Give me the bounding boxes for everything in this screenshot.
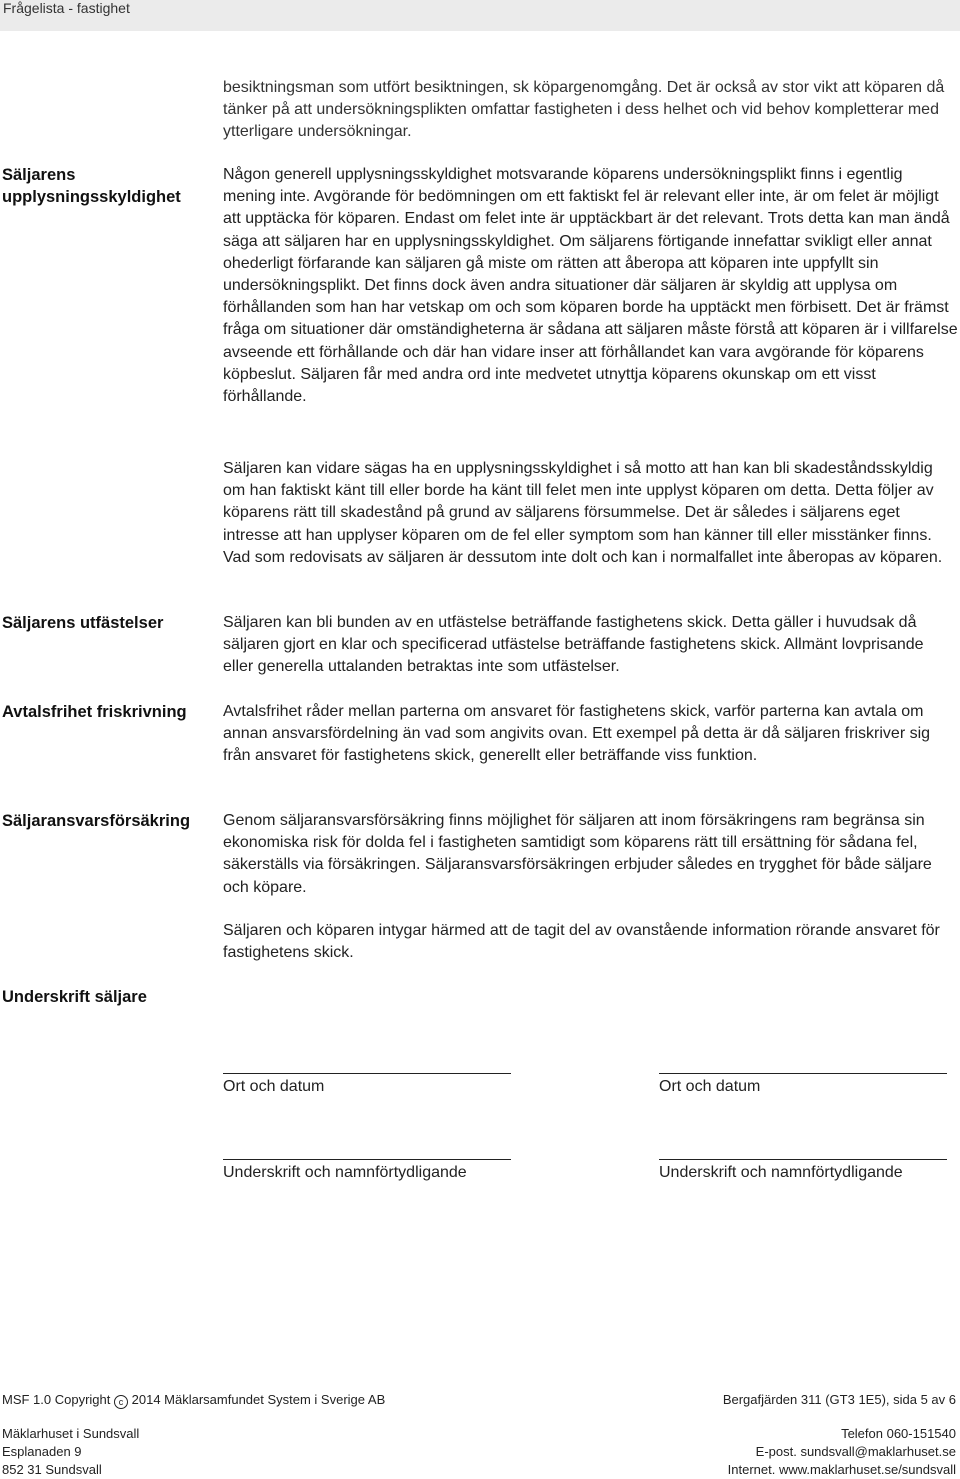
- section-heading-avtalsfrihet: Avtalsfrihet friskrivning: [2, 703, 187, 721]
- paragraph-utfastelser: Säljaren kan bli bunden av en utfästelse beträffande fastighetens skick. Detta gäller i huvudsak då säljaren gjort en klar och specificerad utfästelse beträffande fastighetens skick. Allmänt lovprisande eller generella uttalanden betraktas inte som utfästelser.: [223, 614, 924, 676]
- date-label-left: Ort och datum: [223, 1078, 325, 1095]
- section-heading-upplysning: Säljarens upplysningsskyldighet: [2, 166, 181, 206]
- footer-street: Esplanaden 9: [2, 1444, 82, 1459]
- paragraph-closing: Säljaren och köparen intygar härmed att de tagit del av ovanstående information rörande ansvaret för fastighetens skick.: [223, 922, 940, 962]
- paragraph-upplysning-2: Säljaren kan vidare sägas ha en upplysningsskyldighet i så motto att han kan bli skadeståndsskyldig om han faktiskt känt till eller borde ha känt till felet men inte upplyst köparen om detta. Detta följer av köparens rätt till skadestånd på grund av säljarens försummelse. Det är således i säljarens eget intresse att han upplyser köparen om de fel eller symptom som han känner till eller misstänker finns. Vad som redovisats av säljaren är dessutom inte dolt och kan i normalfallet inte åberopas av köparen.: [223, 460, 943, 566]
- copyright-prefix: MSF 1.0 Copyright: [2, 1392, 111, 1407]
- signature-line-date-left[interactable]: [223, 1073, 511, 1074]
- paragraph-forsakring: Genom säljaransvarsförsäkring finns möjlighet för säljaren att inom försäkringens ram begränsa sin ekonomiska risk för dolda fel i fastigheten samtidigt som köparens rätt till ersättning för sådana fel, säkerställs via försäkringen. Säljaransvarsförsäkringen erbjuder således en trygghet för både säljare och köpare.: [223, 812, 932, 896]
- footer-copyright: [2, 1391, 385, 1409]
- intro-paragraph: besiktningsman som utfört besiktningen, sk köpargenomgång. Det är också av stor vikt att köparen då tänker på att undersökningsplikten omfattar fastigheten i dess helhet och vid behov kompletterar med ytterligare undersökningar.: [223, 79, 945, 140]
- paragraph-upplysning-1: Någon generell upplysningsskyldighet motsvarande köparens undersökningsplikt finns i egentlig mening inte. Avgörande för bedömningen om ett faktiskt fel är relevant eller inte, är om felet är möjligt att upptäcka för köparen. Endast om felet inte är upptäckbart är det relevant. Trots detta kan man ändå säga att säljaren har en upplysningsskyldighet. Om säljarens förtigande innefattar svikligt eller annat ohederligt förfarande kan säljaren gå miste om rätten att åberopa att köparen inte uppfyllt sin undersökningsplikt. Det finns dock även andra situationer där säljaren är skyldig att upplysa om förhållanden som han har vetskap om och som köparen borde ha upptäckt men förbisett. Det är främst fråga om situationer där omständigheterna är sådana att säljaren måste förstå att köparen är i villfarelse avseende ett förhållande och där han vidare inser att förhållandet kan vara avgörande för köparens köpbeslut. Säljaren får med andra ord inte medvetet utnyttja köparens okunskap om ett visst förhållande.: [223, 166, 958, 406]
- footer-phone: Telefon 060-151540: [841, 1426, 956, 1441]
- footer-postal: 852 31 Sundsvall: [2, 1462, 102, 1477]
- signature-line-name-left[interactable]: [223, 1159, 511, 1160]
- signature-line-date-right[interactable]: [659, 1073, 947, 1074]
- signature-line-name-right[interactable]: [659, 1159, 947, 1160]
- section-heading-forsakring: Säljaransvarsförsäkring: [2, 812, 191, 830]
- footer-email[interactable]: E-post. sundsvall@maklarhuset.se: [755, 1444, 956, 1459]
- page-header: [0, 0, 960, 31]
- name-label-left: Underskrift och namnförtydligande: [223, 1164, 467, 1181]
- footer-company: Mäklarhuset i Sundsvall: [2, 1426, 140, 1441]
- section-heading-utfastelser: Säljarens utfästelser: [2, 614, 164, 632]
- copyright-icon: c: [114, 1395, 128, 1409]
- name-label-right: Underskrift och namnförtydligande: [659, 1164, 903, 1181]
- copyright-rest: 2014 Mäklarsamfundet System i Sverige AB: [131, 1392, 386, 1407]
- date-label-right: Ort och datum: [659, 1078, 761, 1095]
- footer-property-page: Bergafjärden 311 (GT3 1E5), sida 5 av 6: [722, 1392, 956, 1407]
- footer-web[interactable]: Internet. www.maklarhuset.se/sundsvall: [727, 1462, 956, 1477]
- signature-heading: Underskrift säljare: [2, 988, 147, 1006]
- document-title: Frågelista - fastighet: [3, 0, 130, 16]
- paragraph-avtalsfrihet: Avtalsfrihet råder mellan parterna om ansvaret för fastighetens skick, varför parterna kan avtala om annan ansvarsfördelning än vad som angivits ovan. Ett exempel på detta är då säljaren friskriver sig från ansvaret för fastighetens skick, generellt eller beträffande viss funktion.: [223, 703, 931, 765]
